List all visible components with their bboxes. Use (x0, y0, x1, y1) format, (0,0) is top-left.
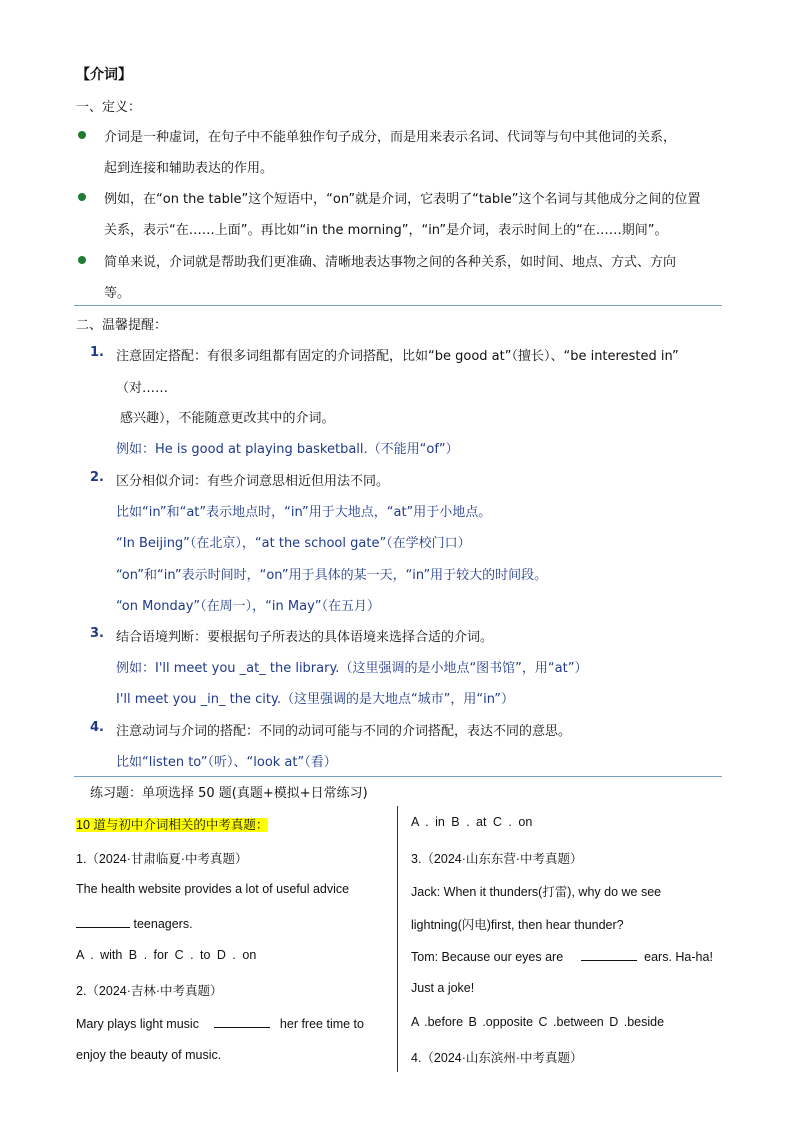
definition-bullet-1-line-2: 起到连接和辅助表达的作用。 (104, 161, 274, 176)
tip-2-line-4: “on”和“in”表示时间时，“on”用于具体的某一天，“in”用于较大的时间段。 (116, 568, 548, 583)
exam-questions-heading: 10 道与初中介词相关的中考真题： (76, 818, 269, 832)
q2-options: A . in B . at C . on (411, 815, 533, 829)
q1-options: A . with B . for C . to D . on (76, 948, 257, 962)
tip-4-line-2: 比如“listen to”（听）、“look at”（看） (116, 755, 337, 770)
answer-blank (76, 915, 130, 928)
tip-2-line-5: “on Monday”（在周一），“in May”（在五月） (116, 599, 380, 614)
q3-stem-line-4: Just a joke! (411, 981, 475, 995)
section-divider (74, 776, 722, 777)
definition-bullet-1-line-1: 介词是一种虚词，在句子中不能单独作句子成分，而是用来表示名词、代词等与句中其他词的关系， (104, 130, 677, 145)
answer-blank (214, 1015, 270, 1028)
q3-stem-line-1: Jack: When it thunders(打雷), why do we see (411, 885, 662, 899)
tip-2-number: 2. (90, 470, 104, 485)
definition-bullet-3-line-2: 等。 (104, 286, 131, 301)
q3-stem-line-2: lightning(闪电)first, then hear thunder? (411, 918, 624, 932)
tip-3-line-3: I'll meet you _in_ the city.（这里强调的是大地点“城市”，用“in”） (116, 692, 515, 707)
practice-heading: 练习题：单项选择 50 题(真题+模拟+日常练习) (90, 786, 368, 801)
tip-3-number: 3. (90, 626, 104, 641)
q2-stem-line-1: Mary plays light music her free time to (76, 1017, 364, 1031)
column-divider (397, 806, 398, 1072)
tip-1-example: 例如：He is good at playing basketball.（不能用“of”） (116, 442, 459, 457)
definition-bullet-2-line-1: 例如，在“on the table”这个短语中，“on”就是介词，它表明了“table”这个名词与其他成分之间的位置 (104, 192, 701, 207)
bullet-dot-icon (78, 256, 86, 264)
q3-options: A .before B .opposite C .between D .beside (411, 1015, 665, 1029)
left-column (76, 815, 268, 833)
q1-source: 1.（2024·甘肃临夏·中考真题） (76, 852, 248, 866)
q4-source: 4.（2024·山东滨州·中考真题） (411, 1051, 583, 1065)
q3-stem-line-3: Tom: Because our eyes are ears. Ha-ha! (411, 950, 713, 964)
bullet-dot-icon (78, 193, 86, 201)
tip-1-line-3: 感兴趣），不能随意更改其中的介词。 (120, 411, 335, 426)
definition-bullet-2-line-2: 关系，表示“在……上面”。再比如“in the morning”，“in”是介词，表示时间上的“在……期间”。 (104, 223, 668, 238)
q1-stem-line-2: teenagers. (76, 915, 193, 931)
tip-2-line-1: 区分相似介词：有些介词意思相近但用法不同。 (116, 474, 390, 489)
tip-4-line-1: 注意动词与介词的搭配：不同的动词可能与不同的介词搭配，表达不同的意思。 (116, 724, 572, 739)
answer-blank (581, 948, 637, 961)
q2-source: 2.（2024·吉林·中考真题） (76, 984, 223, 998)
tip-3-line-1: 结合语境判断：要根据句子所表达的具体语境来选择合适的介词。 (116, 630, 494, 645)
tip-4-number: 4. (90, 720, 104, 735)
q1-stem-line-1: The health website provides a lot of useful advice (76, 882, 350, 896)
tip-1-line-2: （对…… (116, 381, 169, 396)
tip-1-number: 1. (90, 345, 104, 360)
section-definition-heading: 一、定义： (76, 100, 142, 115)
tip-2-line-2: 比如“in”和“at”表示地点时，“in”用于大地点，“at”用于小地点。 (116, 505, 492, 520)
q3-source: 3.（2024·山东东营·中考真题） (411, 852, 583, 866)
tip-1-line-1: 注意固定搭配：有很多词组都有固定的介词搭配，比如“be good at”（擅长）、“be interested in” (116, 349, 679, 364)
definition-bullet-3-line-1: 简单来说，介词就是帮助我们更准确、清晰地表达事物之间的各种关系，如时间、地点、方式、方向 (104, 255, 677, 270)
bullet-dot-icon (78, 131, 86, 139)
q2-stem-line-2: enjoy the beauty of music. (76, 1048, 222, 1062)
tip-2-line-3: “In Beijing”（在北京），“at the school gate”（在学校门口） (116, 536, 471, 551)
page-title: 【介词】 (76, 67, 132, 83)
section-tips-heading: 二、温馨提醒： (76, 318, 168, 333)
tip-3-line-2: 例如：I'll meet you _at_ the library.（这里强调的是小地点“图书馆”，用“at”） (116, 661, 588, 676)
section-divider (74, 305, 722, 306)
